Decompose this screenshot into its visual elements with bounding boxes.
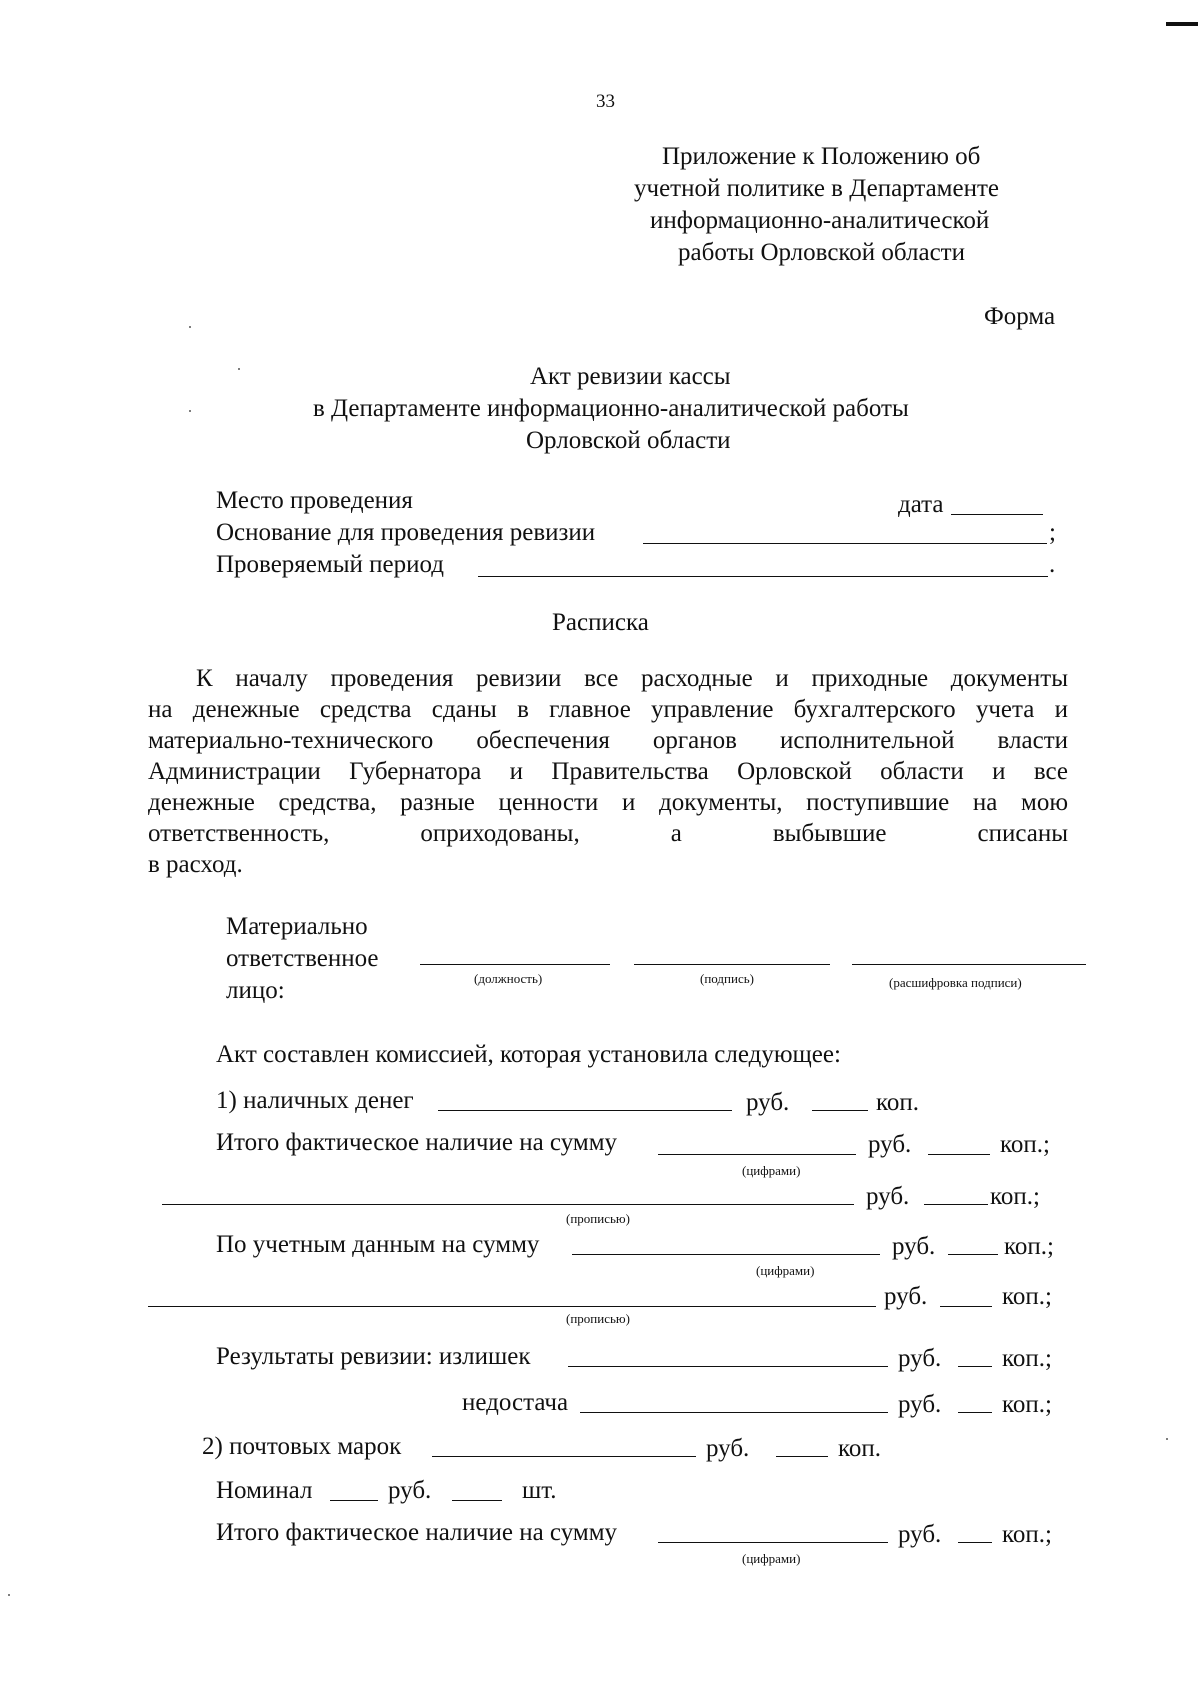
period-end: .: [1049, 551, 1056, 578]
words-caption: (прописью): [566, 1211, 630, 1226]
date-field[interactable]: [951, 514, 1043, 515]
paragraph-line: Администрации Губернатора и Правительства Орловской области и все: [148, 758, 1068, 785]
scan-speck: [238, 368, 240, 370]
cash-label: 1) наличных денег: [216, 1087, 414, 1114]
rub-label: руб.: [898, 1391, 942, 1418]
by-accounts-words-field[interactable]: [148, 1306, 876, 1307]
responsible-label: лицо:: [226, 977, 285, 1004]
appendix-line: работы Орловской области: [678, 239, 965, 266]
by-accounts-label: По учетным данным на сумму: [216, 1231, 540, 1258]
date-label: дата: [898, 491, 944, 518]
signature-field[interactable]: [634, 964, 830, 965]
receipt-heading: Расписка: [552, 609, 649, 636]
page-number: 33: [596, 91, 615, 112]
basis-end: ;: [1049, 519, 1056, 546]
words-caption: (прописью): [566, 1311, 630, 1326]
title-line: Орловской области: [526, 427, 731, 454]
basis-label: Основание для проведения ревизии: [216, 519, 596, 546]
actual-total-words-kop-field[interactable]: [924, 1204, 988, 1205]
actual-total-words-field[interactable]: [162, 1204, 854, 1205]
nominal-count-field[interactable]: [452, 1500, 502, 1501]
surplus-kop-field[interactable]: [958, 1366, 992, 1367]
appendix-line: информационно-аналитической: [650, 207, 990, 234]
scan-speck: [1166, 1438, 1168, 1440]
rub-label: руб.: [706, 1435, 750, 1462]
rub-label: руб.: [866, 1183, 910, 1210]
scan-speck: [8, 1594, 10, 1596]
stamps-amount-field[interactable]: [432, 1456, 696, 1457]
digits-caption: (цифрами): [742, 1163, 801, 1178]
paragraph-line: в расход.: [148, 851, 243, 878]
kop-label: коп.;: [1002, 1521, 1052, 1548]
scan-speck: [189, 326, 191, 328]
actual-total-kop-field[interactable]: [928, 1154, 990, 1155]
kop-label: коп.;: [1004, 1233, 1054, 1260]
digits-caption: (цифрами): [756, 1263, 815, 1278]
paragraph-line: ответственность, оприходованы, а выбывшие списаны: [148, 820, 1068, 847]
kop-label: коп.: [838, 1435, 882, 1462]
rub-label: руб.: [898, 1521, 942, 1548]
paragraph-line: материально-технического обеспечения органов исполнительной власти: [148, 727, 1068, 754]
basis-field[interactable]: [643, 543, 1047, 544]
kop-label: коп.;: [1002, 1345, 1052, 1372]
by-accounts-words-kop-field[interactable]: [940, 1306, 992, 1307]
signature-decoding-field[interactable]: [852, 964, 1086, 965]
shortage-label: недостача: [462, 1389, 569, 1416]
title-line: Акт ревизии кассы: [530, 363, 731, 390]
stamps-label: 2) почтовых марок: [202, 1433, 402, 1460]
period-field[interactable]: [478, 576, 1048, 577]
kop-label: коп.;: [990, 1183, 1040, 1210]
paragraph-line: на денежные средства сданы в главное управление бухгалтерского учета и: [148, 696, 1068, 723]
rub-label: руб.: [892, 1233, 936, 1260]
kop-label: коп.;: [1000, 1131, 1050, 1158]
stamps-total-digits-field[interactable]: [658, 1542, 888, 1543]
pcs-label: шт.: [522, 1477, 557, 1504]
scan-speck: [189, 410, 191, 412]
cash-amount-field[interactable]: [438, 1110, 732, 1111]
nominal-field[interactable]: [330, 1500, 378, 1501]
kop-label: коп.;: [1002, 1391, 1052, 1418]
stamps-kop-field[interactable]: [776, 1456, 828, 1457]
position-field[interactable]: [420, 964, 610, 965]
surplus-field[interactable]: [568, 1366, 888, 1367]
kop-label: коп.: [876, 1089, 920, 1116]
form-label: Форма: [984, 303, 1056, 330]
actual-total-digits-field[interactable]: [658, 1154, 856, 1155]
by-accounts-kop-field[interactable]: [948, 1254, 998, 1255]
title-line: в Департаменте информационно-аналитической работы: [313, 395, 909, 422]
decoding-caption: (расшифровка подписи): [889, 975, 1022, 990]
shortage-field[interactable]: [580, 1412, 888, 1413]
position-caption: (должность): [474, 971, 543, 986]
paragraph-line: денежные средства, разные ценности и документы, поступившие на мою: [148, 789, 1068, 816]
rub-label: руб.: [746, 1089, 790, 1116]
actual-total-label: Итого фактическое наличие на сумму: [216, 1129, 618, 1156]
kop-label: коп.;: [1002, 1283, 1052, 1310]
appendix-line: Приложение к Положению об: [662, 143, 981, 170]
rub-label: руб.: [868, 1131, 912, 1158]
rub-label: руб.: [884, 1283, 928, 1310]
appendix-line: учетной политике в Департаменте: [634, 175, 999, 202]
results-label: Результаты ревизии: излишек: [216, 1343, 531, 1370]
rub-label: руб.: [388, 1477, 432, 1504]
period-label: Проверяемый период: [216, 551, 445, 578]
responsible-label: Материально: [226, 913, 368, 940]
rub-label: руб.: [898, 1345, 942, 1372]
place-label: Место проведения: [216, 487, 413, 514]
scan-edge-mark: [1166, 22, 1198, 26]
actual-total-label: Итого фактическое наличие на сумму: [216, 1519, 618, 1546]
paragraph-line: К началу проведения ревизии все расходные и приходные документы: [196, 665, 1068, 692]
commission-intro: Акт составлен комиссией, которая установила следующее:: [216, 1041, 841, 1068]
cash-kop-field[interactable]: [812, 1110, 868, 1111]
digits-caption: (цифрами): [742, 1551, 801, 1566]
by-accounts-digits-field[interactable]: [572, 1254, 880, 1255]
stamps-total-kop-field[interactable]: [958, 1542, 992, 1543]
shortage-kop-field[interactable]: [958, 1412, 992, 1413]
responsible-label: ответственное: [226, 945, 379, 972]
signature-caption: (подпись): [700, 971, 754, 986]
nominal-label: Номинал: [216, 1477, 313, 1504]
